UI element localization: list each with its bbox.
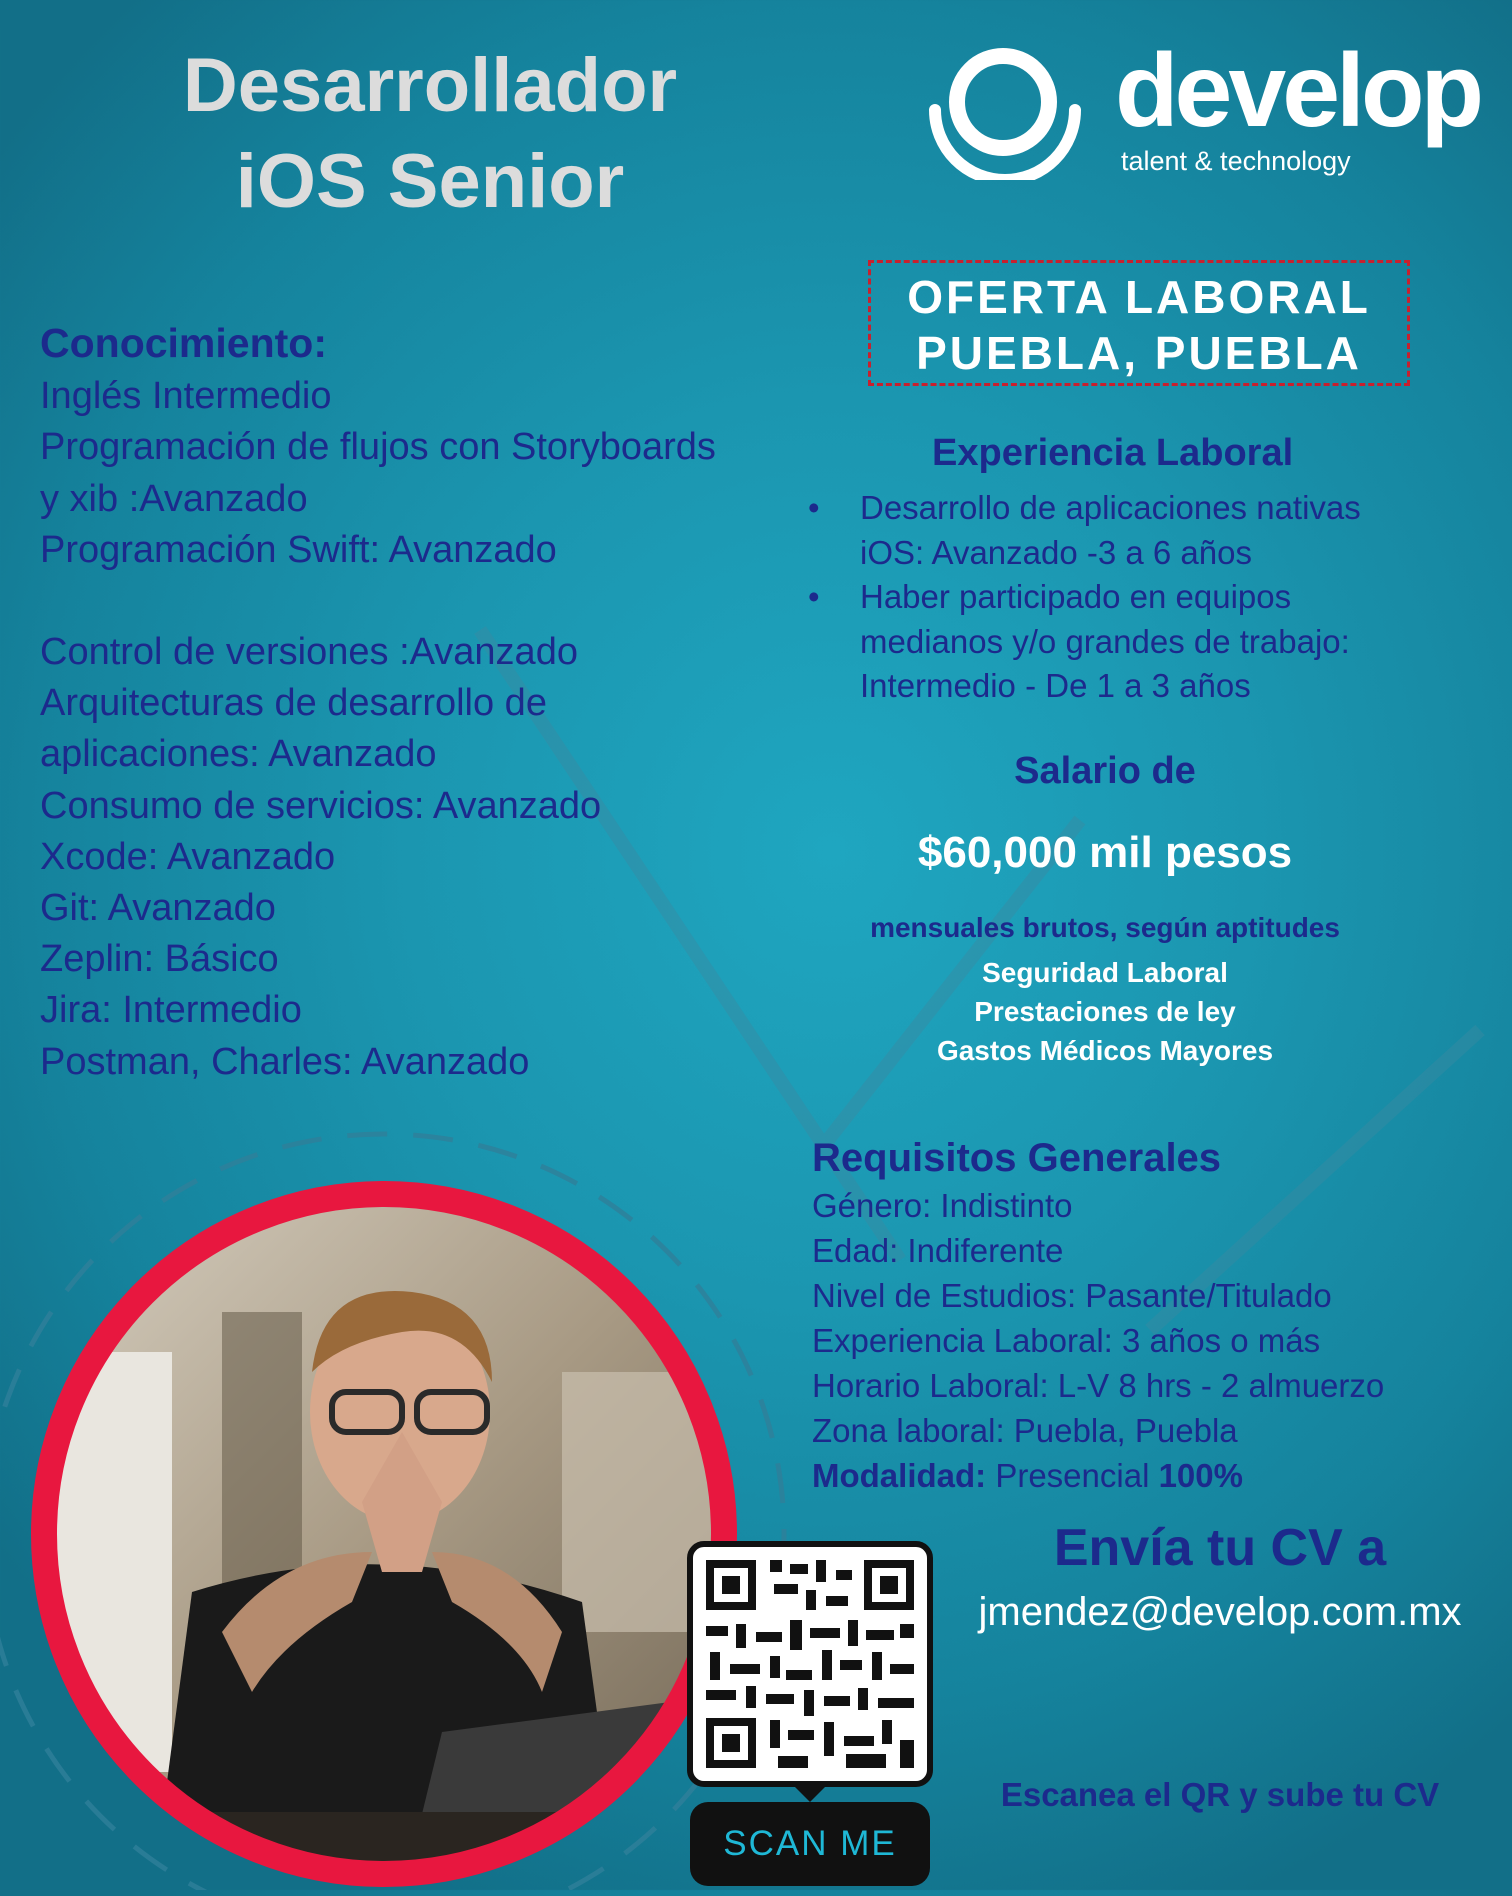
knowledge-item: Jira: Intermedio — [40, 989, 302, 1032]
knowledge-section — [40, 318, 716, 1088]
requirements-section — [812, 1133, 1384, 1498]
knowledge-item: y xib :Avanzado — [40, 477, 308, 520]
experience-line: Intermedio - De 1 a 3 años — [860, 667, 1251, 704]
knowledge-item: Arquitecturas de desarrollo de — [40, 682, 547, 725]
scan-me-label: SCAN ME — [723, 1824, 897, 1863]
contact-email-link[interactable]: jmendez@develop.com.mx — [978, 1590, 1462, 1634]
knowledge-item: Git: Avanzado — [40, 887, 276, 930]
knowledge-item: Xcode: Avanzado — [40, 835, 336, 878]
experience-heading: Experiencia Laboral — [932, 432, 1294, 474]
job-title-line1: Desarrollador — [182, 43, 678, 128]
knowledge-item: Control de versiones :Avanzado — [40, 631, 578, 674]
logo-tagline: talent & technology — [1121, 146, 1351, 176]
bullet-icon: • — [808, 489, 820, 526]
requirement-item: Edad: Indiferente — [812, 1232, 1064, 1269]
experience-line: iOS: Avanzado -3 a 6 años — [860, 533, 1252, 571]
experience-list — [808, 486, 1438, 709]
modality-value: Presencial — [995, 1457, 1150, 1494]
requirement-item: Horario Laboral: L-V 8 hrs - 2 almuerzo — [812, 1367, 1385, 1404]
benefit-item: Gastos Médicos Mayores — [936, 1035, 1274, 1066]
experience-item — [808, 575, 1438, 709]
spacer — [40, 576, 716, 627]
experience-line: medianos y/o grandes de trabajo: — [860, 622, 1350, 660]
offer-line1: OFERTA LABORAL — [907, 271, 1371, 323]
cta-heading: Envía tu CV a — [1053, 1519, 1387, 1577]
knowledge-item: Consumo de servicios: Avanzado — [40, 784, 602, 827]
job-title-line2: iOS Senior — [235, 139, 625, 224]
logo-circle-icon — [925, 30, 1105, 180]
bullet-icon: • — [808, 578, 820, 615]
experience-line: Haber participado en equipos — [860, 578, 1292, 615]
candidate-photo — [22, 1172, 746, 1896]
requirement-item: Nivel de Estudios: Pasante/Titulado — [812, 1277, 1332, 1314]
knowledge-item: Programación de flujos con Storyboards — [40, 426, 716, 469]
requirement-item: Experiencia Laboral: 3 años o más — [812, 1322, 1321, 1359]
offer-line2: PUEBLA, PUEBLA — [916, 327, 1362, 379]
scan-instructions: Escanea el QR y sube tu CV — [1000, 1776, 1440, 1813]
benefits-list — [810, 953, 1400, 1070]
knowledge-item: Programación Swift: Avanzado — [40, 528, 557, 571]
knowledge-item: Postman, Charles: Avanzado — [40, 1040, 530, 1083]
benefit-item: Prestaciones de ley — [974, 996, 1236, 1027]
requirements-heading: Requisitos Generales — [812, 1136, 1222, 1180]
experience-line: Desarrollo de aplicaciones nativas — [860, 489, 1361, 526]
requirement-item: Género: Indistinto — [812, 1187, 1073, 1224]
job-title — [130, 38, 730, 230]
requirement-item: Zona laboral: Puebla, Puebla — [812, 1412, 1238, 1449]
knowledge-item: aplicaciones: Avanzado — [40, 733, 437, 776]
knowledge-item: Inglés Intermedio — [40, 375, 332, 418]
salary-amount: $60,000 mil pesos — [917, 828, 1293, 877]
salary-heading: Salario de — [1014, 750, 1196, 792]
experience-item — [808, 486, 1438, 575]
knowledge-item: Zeplin: Básico — [40, 938, 279, 981]
logo-word: develop — [1115, 33, 1480, 149]
modality-item — [812, 1453, 1384, 1498]
develop-logo — [925, 30, 1480, 180]
benefit-item: Seguridad Laboral — [982, 957, 1228, 988]
modality-label: Modalidad: — [812, 1457, 987, 1494]
modality-percent: 100% — [1158, 1457, 1243, 1494]
salary-note: mensuales brutos, según aptitudes — [870, 912, 1340, 943]
job-offer-badge — [868, 260, 1410, 386]
knowledge-heading: Conocimiento: — [40, 320, 327, 366]
